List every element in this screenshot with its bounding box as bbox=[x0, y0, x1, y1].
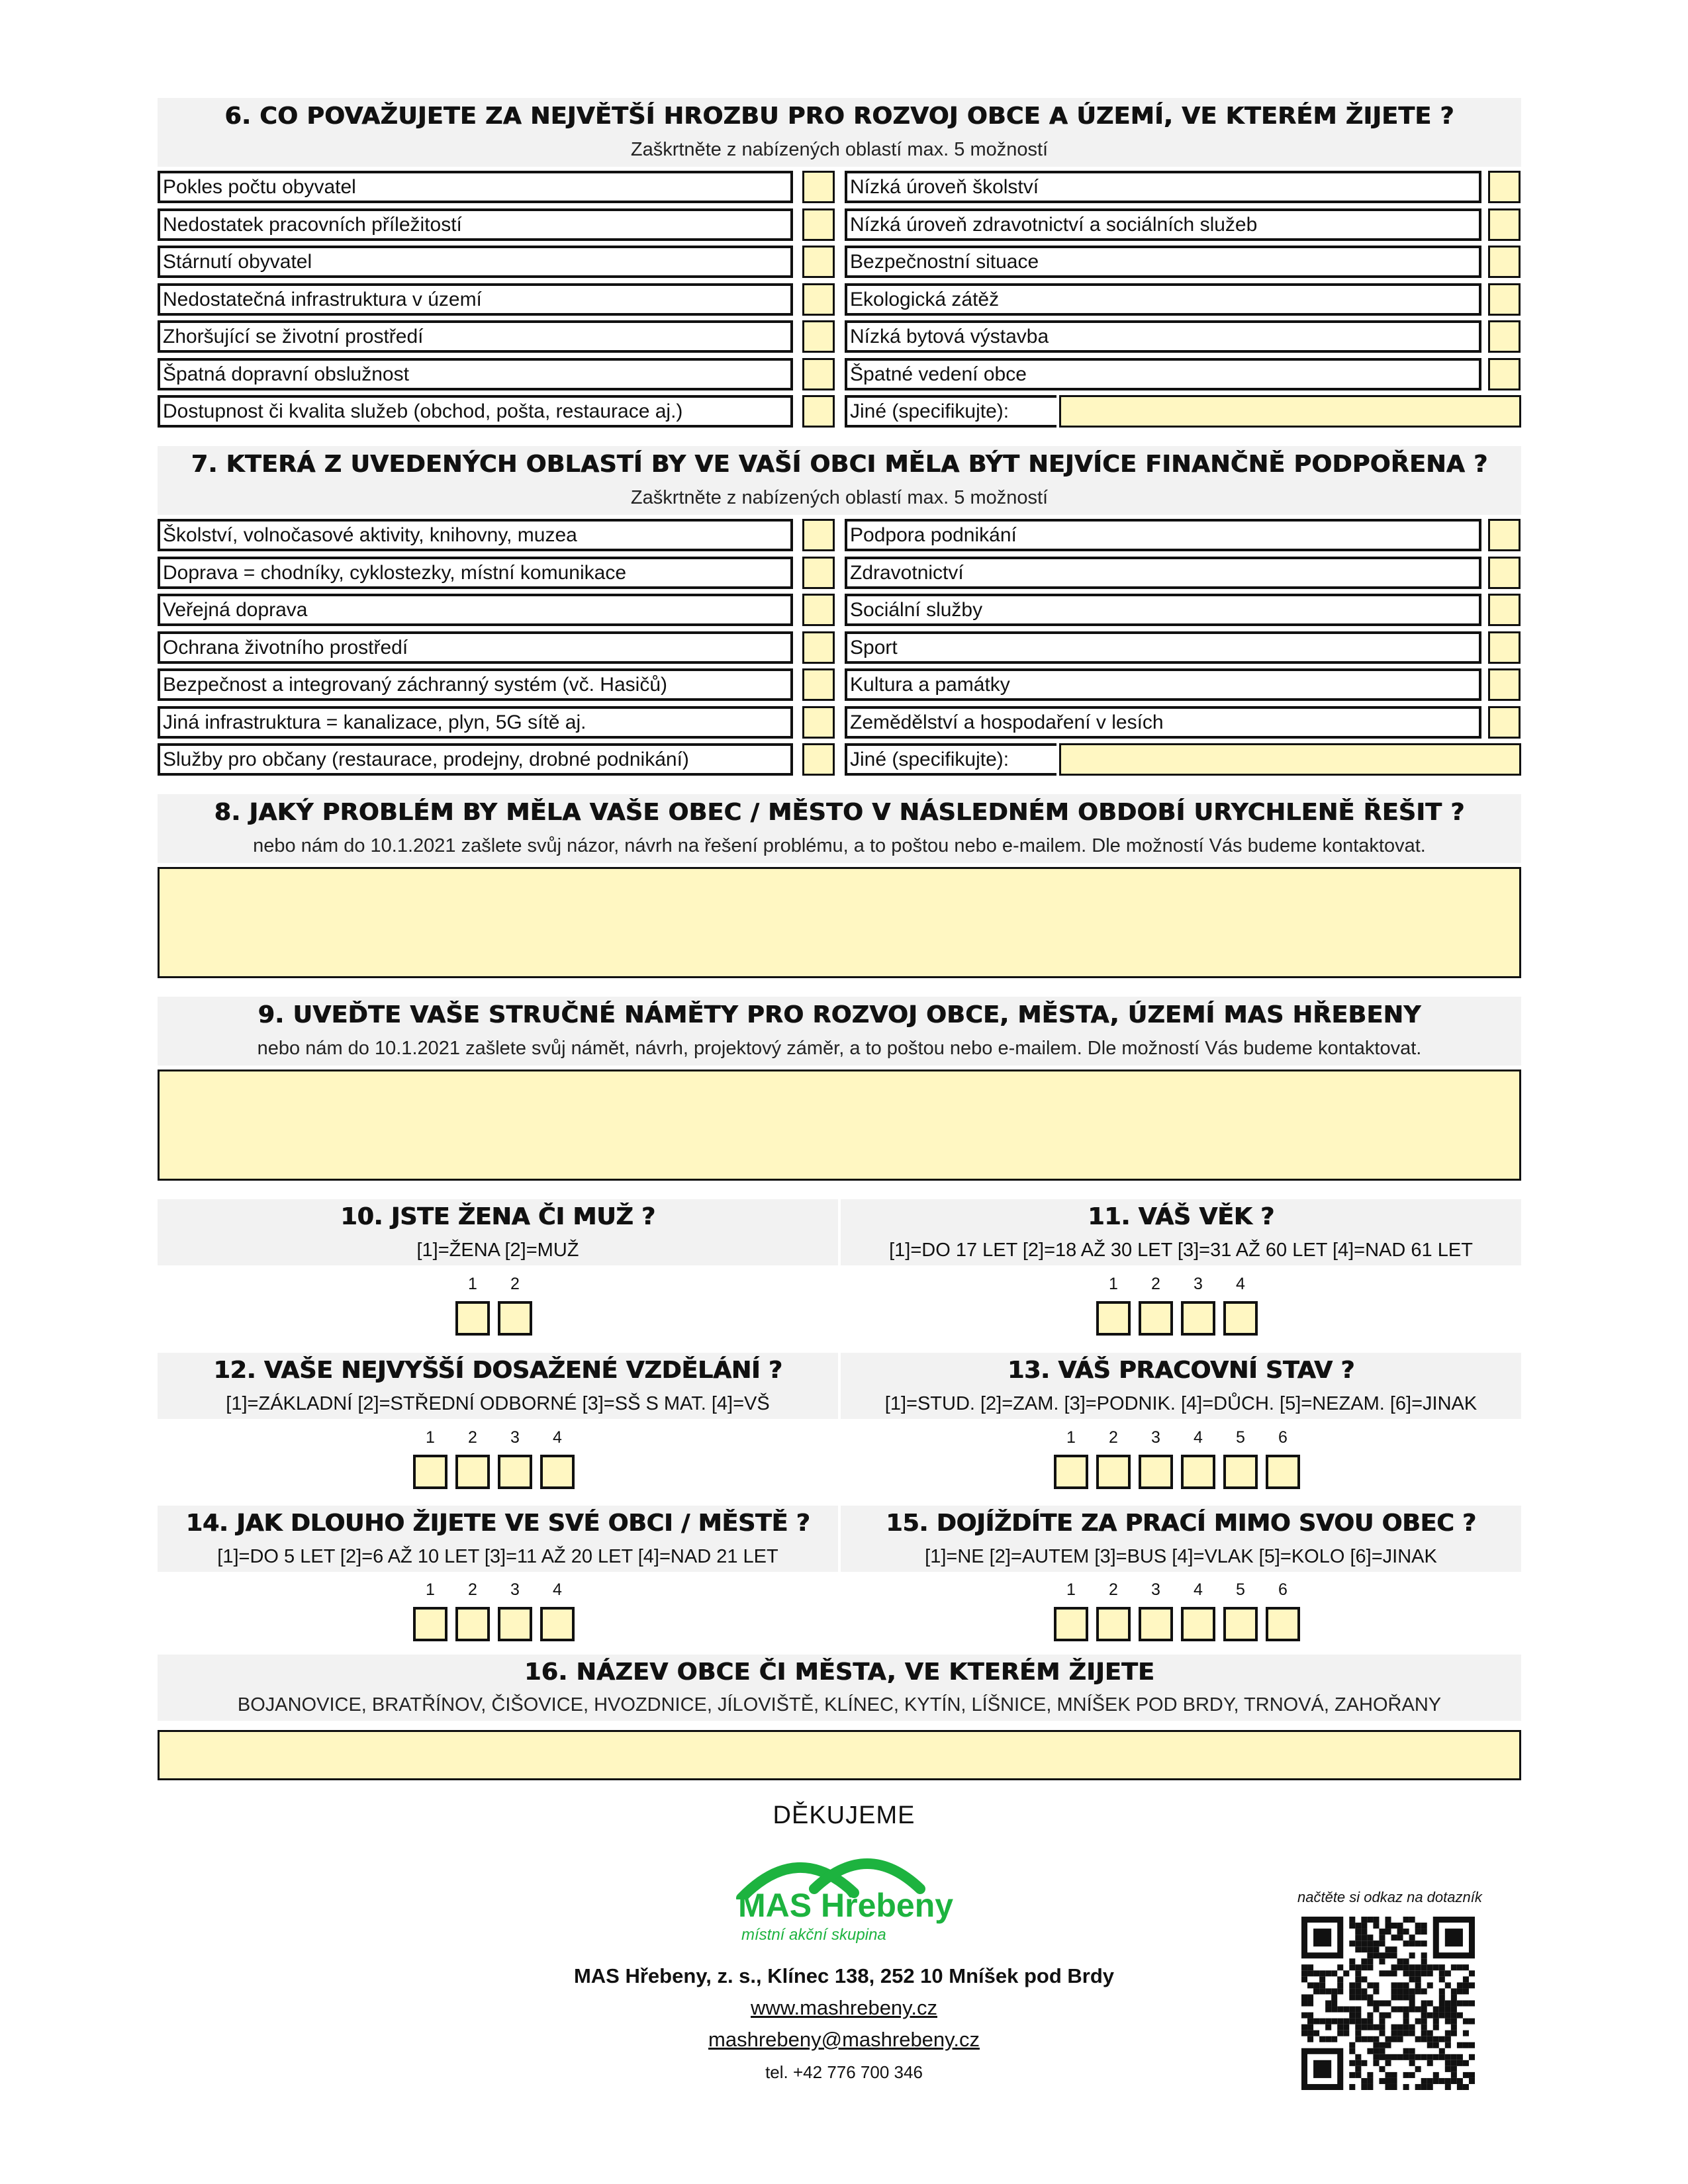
footer-web-link[interactable]: www.mashrebeny.cz bbox=[751, 1996, 937, 2019]
q6-option-checkbox[interactable] bbox=[802, 358, 835, 390]
q10-header bbox=[158, 1199, 838, 1265]
qr-code-icon[interactable] bbox=[1301, 1917, 1475, 2090]
footer-email-link[interactable]: mashrebeny@mashrebeny.cz bbox=[708, 2028, 980, 2051]
q11-title: 11. VÁŠ VĚK ? bbox=[1088, 1203, 1274, 1230]
q7-option-label: Podpora podnikání bbox=[845, 519, 1481, 551]
q7-option-label: Kultura a památky bbox=[845, 668, 1481, 701]
q13-number-label: 3 bbox=[1151, 1428, 1160, 1447]
q11-number-label: 3 bbox=[1194, 1275, 1203, 1293]
q6-option-label: Nízká bytová výstavba bbox=[845, 320, 1481, 353]
q14-note: [1]=DO 5 LET [2]=6 AŽ 10 LET [3]=11 AŽ 20 LET [4]=NAD 21 LET bbox=[217, 1546, 778, 1567]
q7-option-checkbox[interactable] bbox=[1488, 706, 1521, 739]
q10-number-label: 1 bbox=[468, 1275, 477, 1293]
q14-answer-box[interactable] bbox=[455, 1607, 490, 1641]
q11-note: [1]=DO 17 LET [2]=18 AŽ 30 LET [3]=31 AŽ 60 LET [4]=NAD 61 LET bbox=[889, 1240, 1473, 1261]
q12-number-label: 4 bbox=[553, 1428, 562, 1447]
q15-answer-box[interactable] bbox=[1181, 1607, 1215, 1641]
q11-number-label: 2 bbox=[1151, 1275, 1160, 1293]
q10-note: [1]=ŽENA [2]=MUŽ bbox=[416, 1240, 579, 1261]
q9-answer-field[interactable] bbox=[158, 1069, 1521, 1181]
q6-option-label: Nízká úroveň zdravotnictví a sociálních služeb bbox=[845, 208, 1481, 241]
q14-answer-box[interactable] bbox=[540, 1607, 575, 1641]
q9-note: nebo nám do 10.1.2021 zašlete svůj námět, návrh, projektový záměr, a to poštou nebo e-mailem. Dle možností Vás budeme kontaktovat. bbox=[257, 1038, 1422, 1059]
q11-number-label: 4 bbox=[1236, 1275, 1245, 1293]
q7-option-label: Zdravotnictví bbox=[845, 557, 1481, 589]
q11-header bbox=[841, 1199, 1521, 1265]
q6-header bbox=[158, 98, 1521, 167]
q11-answer-box[interactable] bbox=[1096, 1301, 1131, 1336]
q13-header bbox=[841, 1353, 1521, 1419]
q6-option-checkbox[interactable] bbox=[1488, 171, 1521, 203]
q15-number-label: 2 bbox=[1109, 1580, 1118, 1599]
q10-answer-box[interactable] bbox=[455, 1301, 490, 1336]
q7-option-label: Služby pro občany (restaurace, prodejny, drobné podnikání) bbox=[158, 743, 793, 776]
q6-title: 6. CO POVAŽUJETE ZA NEJVĚTŠÍ HROZBU PRO ROZVOJ OBCE A ÚZEMÍ, VE KTERÉM ŽIJETE ? bbox=[224, 103, 1454, 130]
q9-title: 9. UVEĎTE VAŠE STRUČNÉ NÁMĚTY PRO ROZVOJ OBCE, MĚSTA, ÚZEMÍ MAS HŘEBENY bbox=[258, 1001, 1421, 1028]
logo-subtitle: místní akční skupina bbox=[741, 1926, 886, 1944]
q13-number-label: 2 bbox=[1109, 1428, 1118, 1447]
q13-note: [1]=STUD. [2]=ZAM. [3]=PODNIK. [4]=DŮCH. [5]=NEZAM. [6]=JINAK bbox=[884, 1393, 1477, 1414]
q7-option-label: Zemědělství a hospodaření v lesích bbox=[845, 706, 1481, 739]
q15-answer-box[interactable] bbox=[1223, 1607, 1258, 1641]
q6-option-checkbox[interactable] bbox=[1488, 208, 1521, 241]
q13-title: 13. VÁŠ PRACOVNÍ STAV ? bbox=[1007, 1357, 1355, 1384]
q13-number-label: 6 bbox=[1278, 1428, 1288, 1447]
q6-note: Zaškrtněte z nabízených oblastí max. 5 možností bbox=[630, 139, 1049, 160]
q16-note: BOJANOVICE, BRATŘÍNOV, ČIŠOVICE, HVOZDNICE, JÍLOVIŠTĚ, KLÍNEC, KYTÍN, LÍŠNICE, MNÍŠEK POD BRDY, TRNOVÁ, ZAHOŘANY bbox=[237, 1694, 1442, 1715]
q7-option-label: Sociální služby bbox=[845, 594, 1481, 626]
q11-answer-box[interactable] bbox=[1223, 1301, 1258, 1336]
q6-option-checkbox[interactable] bbox=[802, 171, 835, 203]
q7-option-checkbox[interactable] bbox=[802, 631, 835, 664]
thanks-text: DĚKUJEME bbox=[773, 1801, 915, 1829]
q12-note: [1]=ZÁKLADNÍ [2]=STŘEDNÍ ODBORNÉ [3]=SŠ S MAT. [4]=VŠ bbox=[226, 1393, 770, 1414]
q7-option-label: Veřejná doprava bbox=[158, 594, 793, 626]
q15-note: [1]=NE [2]=AUTEM [3]=BUS [4]=VLAK [5]=KOLO [6]=JINAK bbox=[925, 1546, 1437, 1567]
q15-number-label: 4 bbox=[1194, 1580, 1203, 1599]
q6-option-label: Zhoršující se životní prostředí bbox=[158, 320, 793, 353]
q15-number-label: 5 bbox=[1236, 1580, 1245, 1599]
q8-header bbox=[158, 794, 1521, 863]
q13-number-label: 1 bbox=[1066, 1428, 1076, 1447]
q14-number-label: 3 bbox=[510, 1580, 520, 1599]
q6-option-label: Špatné vedení obce bbox=[845, 358, 1481, 390]
q15-number-label: 3 bbox=[1151, 1580, 1160, 1599]
q6-option-checkbox[interactable] bbox=[802, 208, 835, 241]
q6-option-label: Nedostatečná infrastruktura v území bbox=[158, 283, 793, 316]
q13-answer-box[interactable] bbox=[1054, 1455, 1088, 1489]
q7-option-checkbox[interactable] bbox=[1488, 594, 1521, 626]
q7-option-checkbox[interactable] bbox=[1488, 668, 1521, 701]
q7-option-label: Školství, volnočasové aktivity, knihovny, muzea bbox=[158, 519, 793, 551]
q7-option-label: Ochrana životního prostředí bbox=[158, 631, 793, 664]
q12-number-label: 2 bbox=[468, 1428, 477, 1447]
q6-option-checkbox[interactable] bbox=[802, 246, 835, 278]
q6-other-input[interactable] bbox=[1059, 395, 1521, 428]
q15-answer-box[interactable] bbox=[1139, 1607, 1173, 1641]
q10-answer-box[interactable] bbox=[498, 1301, 532, 1336]
q14-number-label: 1 bbox=[426, 1580, 435, 1599]
q9-header bbox=[158, 997, 1521, 1066]
q7-option-checkbox[interactable] bbox=[1488, 631, 1521, 664]
q14-number-label: 4 bbox=[553, 1580, 562, 1599]
q6-option-label: Dostupnost či kvalita služeb (obchod, pošta, restaurace aj.) bbox=[158, 395, 793, 428]
mas-logo bbox=[728, 1846, 980, 1946]
q13-answer-box[interactable] bbox=[1266, 1455, 1300, 1489]
q16-header bbox=[158, 1655, 1521, 1721]
q13-answer-box[interactable] bbox=[1181, 1455, 1215, 1489]
q15-answer-box[interactable] bbox=[1054, 1607, 1088, 1641]
q7-option-checkbox[interactable] bbox=[802, 668, 835, 701]
q10-number-label: 2 bbox=[510, 1275, 520, 1293]
q14-answer-box[interactable] bbox=[498, 1607, 532, 1641]
q7-option-checkbox[interactable] bbox=[802, 743, 835, 776]
q6-option-label: Bezpečnostní situace bbox=[845, 246, 1481, 278]
q11-answer-box[interactable] bbox=[1181, 1301, 1215, 1336]
q6-other-label: Jiné (specifikujte): bbox=[845, 395, 1056, 428]
q16-answer-field[interactable] bbox=[158, 1730, 1521, 1780]
q6-option-label: Nedostatek pracovních příležitostí bbox=[158, 208, 793, 241]
q6-option-label: Špatná dopravní obslužnost bbox=[158, 358, 793, 390]
q6-option-label: Stárnutí obyvatel bbox=[158, 246, 793, 278]
q13-number-label: 5 bbox=[1236, 1428, 1245, 1447]
q7-note: Zaškrtněte z nabízených oblastí max. 5 možností bbox=[630, 487, 1049, 508]
q7-option-label: Bezpečnost a integrovaný záchranný systém (vč. Hasičů) bbox=[158, 668, 793, 701]
q8-title: 8. JAKÝ PROBLÉM BY MĚLA VAŠE OBEC / MĚSTO V NÁSLEDNÉM OBDOBÍ URYCHLENĚ ŘEŠIT ? bbox=[214, 799, 1465, 826]
q7-option-label: Doprava = chodníky, cyklostezky, místní komunikace bbox=[158, 557, 793, 589]
q6-option-label: Pokles počtu obyvatel bbox=[158, 171, 793, 203]
q12-title: 12. VAŠE NEJVYŠŠÍ DOSAŽENÉ VZDĚLÁNÍ ? bbox=[213, 1357, 782, 1384]
footer-phone: tel. +42 776 700 346 bbox=[765, 2062, 923, 2082]
q6-option-checkbox[interactable] bbox=[802, 395, 835, 428]
q6-option-checkbox[interactable] bbox=[1488, 283, 1521, 316]
q7-option-checkbox[interactable] bbox=[802, 706, 835, 739]
q15-answer-box[interactable] bbox=[1096, 1607, 1131, 1641]
q13-answer-box[interactable] bbox=[1223, 1455, 1258, 1489]
q15-number-label: 6 bbox=[1278, 1580, 1288, 1599]
q14-answer-box[interactable] bbox=[413, 1607, 447, 1641]
q12-answer-box[interactable] bbox=[455, 1455, 490, 1489]
q11-answer-box[interactable] bbox=[1139, 1301, 1173, 1336]
q16-title: 16. NÁZEV OBCE ČI MĚSTA, VE KTERÉM ŽIJETE bbox=[524, 1659, 1154, 1686]
q7-option-checkbox[interactable] bbox=[1488, 519, 1521, 551]
q7-option-checkbox[interactable] bbox=[802, 557, 835, 589]
q12-answer-box[interactable] bbox=[498, 1455, 532, 1489]
q14-number-label: 2 bbox=[468, 1580, 477, 1599]
q7-other-input[interactable] bbox=[1059, 743, 1521, 776]
q6-option-checkbox[interactable] bbox=[802, 283, 835, 316]
q7-other-label: Jiné (specifikujte): bbox=[845, 743, 1056, 776]
q8-note: nebo nám do 10.1.2021 zašlete svůj názor, návrh na řešení problému, a to poštou nebo e-mailem. Dle možností Vás budeme kontaktovat. bbox=[253, 835, 1426, 856]
q8-answer-field[interactable] bbox=[158, 867, 1521, 978]
q6-option-checkbox[interactable] bbox=[1488, 320, 1521, 353]
q15-answer-box[interactable] bbox=[1266, 1607, 1300, 1641]
q7-option-label: Jiná infrastruktura = kanalizace, plyn, 5G sítě aj. bbox=[158, 706, 793, 739]
q7-option-checkbox[interactable] bbox=[802, 519, 835, 551]
q12-answer-box[interactable] bbox=[413, 1455, 447, 1489]
logo-name: MAS Hřebeny bbox=[738, 1887, 954, 1924]
q6-option-label: Nízká úroveň školství bbox=[845, 171, 1481, 203]
q7-option-checkbox[interactable] bbox=[802, 594, 835, 626]
q7-option-label: Sport bbox=[845, 631, 1481, 664]
q13-answer-box[interactable] bbox=[1096, 1455, 1131, 1489]
q6-option-checkbox[interactable] bbox=[1488, 246, 1521, 278]
q12-header bbox=[158, 1353, 838, 1419]
q13-number-label: 4 bbox=[1194, 1428, 1203, 1447]
q15-header bbox=[841, 1506, 1521, 1572]
q6-option-checkbox[interactable] bbox=[1488, 358, 1521, 390]
q14-title: 14. JAK DLOUHO ŽIJETE VE SVÉ OBCI / MĚSTĚ ? bbox=[185, 1510, 810, 1537]
qr-caption: načtěte si odkaz na dotazník bbox=[1297, 1889, 1482, 1905]
q6-option-label: Ekologická zátěž bbox=[845, 283, 1481, 316]
q13-answer-box[interactable] bbox=[1139, 1455, 1173, 1489]
q12-answer-box[interactable] bbox=[540, 1455, 575, 1489]
q14-header bbox=[158, 1506, 838, 1572]
q7-header bbox=[158, 446, 1521, 515]
q15-title: 15. DOJÍŽDÍTE ZA PRACÍ MIMO SVOU OBEC ? bbox=[886, 1510, 1476, 1537]
q12-number-label: 3 bbox=[510, 1428, 520, 1447]
footer-address: MAS Hřebeny, z. s., Klínec 138, 252 10 Mníšek pod Brdy bbox=[573, 1964, 1115, 1987]
q15-number-label: 1 bbox=[1066, 1580, 1076, 1599]
q7-title: 7. KTERÁ Z UVEDENÝCH OBLASTÍ BY VE VAŠÍ OBCI MĚLA BÝT NEJVÍCE FINANČNĚ PODPOŘENA ? bbox=[191, 451, 1488, 478]
q6-option-checkbox[interactable] bbox=[802, 320, 835, 353]
q12-number-label: 1 bbox=[426, 1428, 435, 1447]
q10-title: 10. JSTE ŽENA ČI MUŽ ? bbox=[340, 1203, 655, 1230]
q11-number-label: 1 bbox=[1109, 1275, 1118, 1293]
q7-option-checkbox[interactable] bbox=[1488, 557, 1521, 589]
